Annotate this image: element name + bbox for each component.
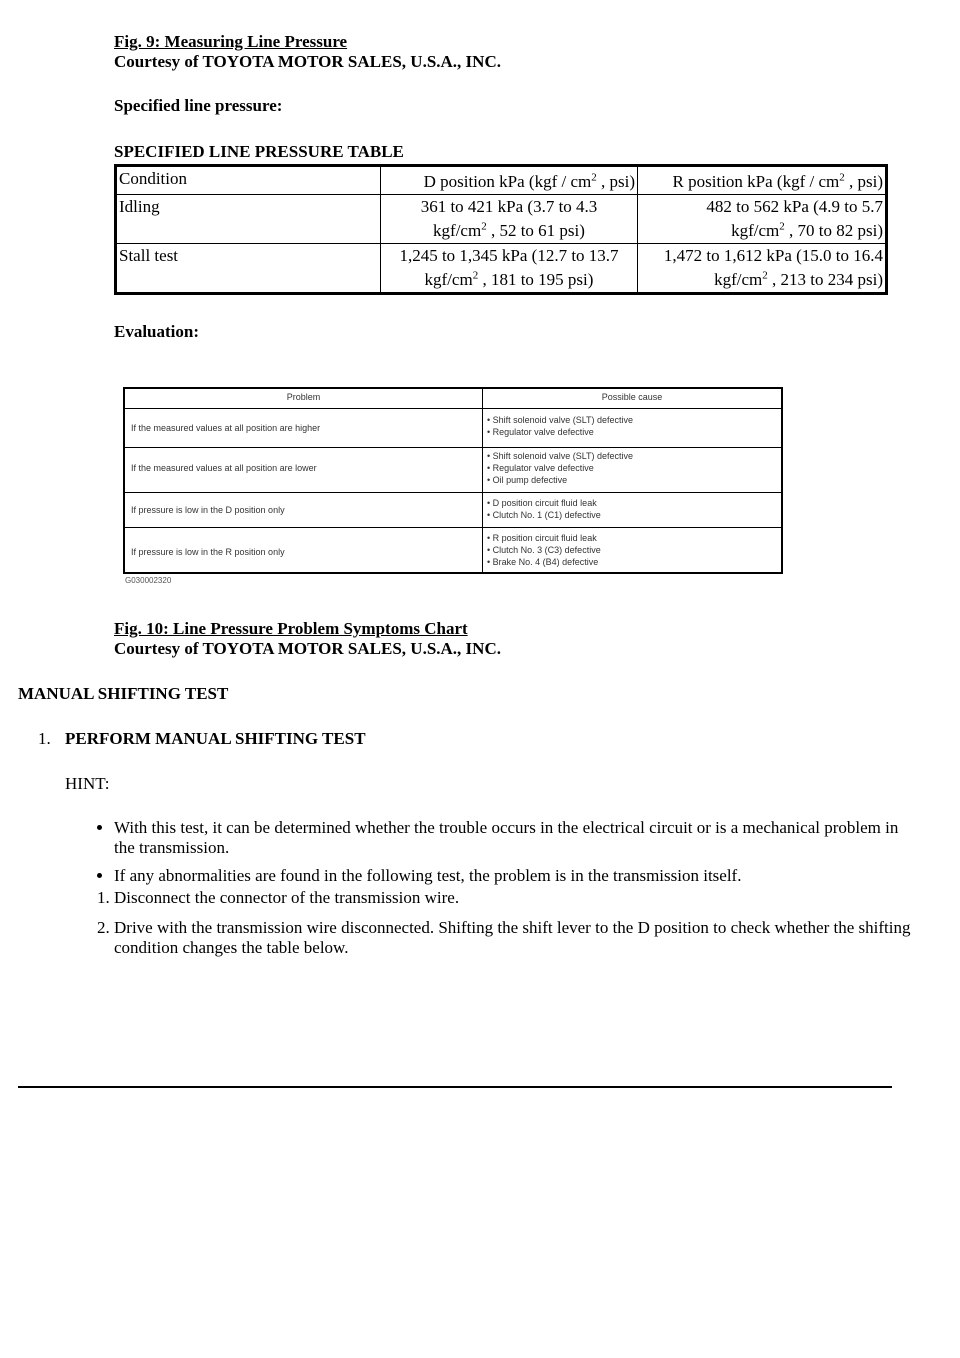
specified-label: Specified line pressure: [114, 96, 283, 115]
step-title: PERFORM MANUAL SHIFTING TEST [65, 729, 366, 748]
row-condition: Idling [116, 195, 381, 244]
list-item: • If any abnormalities are found in the following test, the problem is in the transmission itself. [114, 866, 914, 886]
step-number: 1. [38, 729, 51, 748]
list-item: 2. Drive with the transmission wire disconnected. Shifting the shift lever to the D position to check whether the shifting condition changes the table below. [114, 918, 914, 958]
problem-cell: If pressure is low in the R position only [131, 547, 285, 557]
symptoms-chart [123, 387, 783, 574]
row-d-value: 1,245 to 1,345 kPa (12.7 to 13.7 kgf/$cm^2$ , 181 to 195 psi) [381, 244, 638, 294]
header-d-position: D position kPa ($kgf / cm^2$ , psi) [381, 166, 638, 195]
header-cause: Possible cause [601, 392, 663, 402]
cause-cell: • Shift solenoid valve (SLT) defective • Regulator valve defective • Oil pump defective [487, 451, 634, 485]
row-d-value: 361 to 421 kPa (3.7 to 4.3 kgf/$cm^2$ , 52 to 61 psi) [381, 195, 638, 244]
fig10-courtesy: Courtesy of TOYOTA MOTOR SALES, U.S.A., INC. [114, 639, 501, 658]
cause-cell: • R position circuit fluid leak • Clutch No. 3 (C3) defective • Brake No. 4 (B4) defective [487, 533, 601, 567]
problem-cell: If the measured values at all position are lower [131, 463, 317, 473]
hint-list [62, 818, 914, 894]
fig9-title: Fig. 9: Measuring Line Pressure [114, 32, 348, 51]
list-item: • With this test, it can be determined whether the trouble occurs in the electrical circuit or is a mechanical problem in the transmission. [114, 818, 914, 858]
row-divider [125, 527, 781, 528]
evaluation-label: Evaluation: [114, 322, 200, 341]
table-row [116, 244, 887, 294]
row-r-value: 1,472 to 1,612 kPa (15.0 to 16.4 kgf/$cm^2$ , 213 to 234 psi) [638, 244, 887, 294]
spec-table-header [116, 166, 887, 195]
header-problem: Problem [286, 392, 321, 402]
row-divider [125, 408, 781, 409]
cause-cell: • D position circuit fluid leak • Clutch No. 1 (C1) defective [487, 498, 601, 520]
footer-divider [18, 1086, 892, 1088]
figure-code: G030002320 [125, 576, 172, 585]
spec-table [114, 164, 888, 295]
step-list [62, 888, 914, 968]
hint-label: HINT: [65, 774, 110, 793]
problem-cell: If the measured values at all position are higher [131, 423, 321, 433]
section-heading: MANUAL SHIFTING TEST [18, 684, 229, 703]
cause-cell: • Shift solenoid valve (SLT) defective • Regulator valve defective [487, 415, 634, 437]
row-divider [125, 447, 781, 448]
row-condition: Stall test [116, 244, 381, 294]
row-divider [125, 492, 781, 493]
fig9-courtesy: Courtesy of TOYOTA MOTOR SALES, U.S.A., INC. [114, 52, 501, 71]
table-row [116, 195, 887, 244]
header-condition: Condition [116, 166, 381, 195]
column-divider [482, 389, 483, 572]
list-item: 1. Disconnect the connector of the transmission wire. [114, 888, 914, 908]
row-r-value: 482 to 562 kPa (4.9 to 5.7 kgf/$cm^2$ , 70 to 82 psi) [638, 195, 887, 244]
problem-cell: If pressure is low in the D position only [131, 505, 285, 515]
header-r-position: R position kPa ($kgf / cm^2$ , psi) [638, 166, 887, 195]
fig10-title: Fig. 10: Line Pressure Problem Symptoms Chart [114, 619, 468, 638]
table-title: SPECIFIED LINE PRESSURE TABLE [114, 142, 404, 161]
